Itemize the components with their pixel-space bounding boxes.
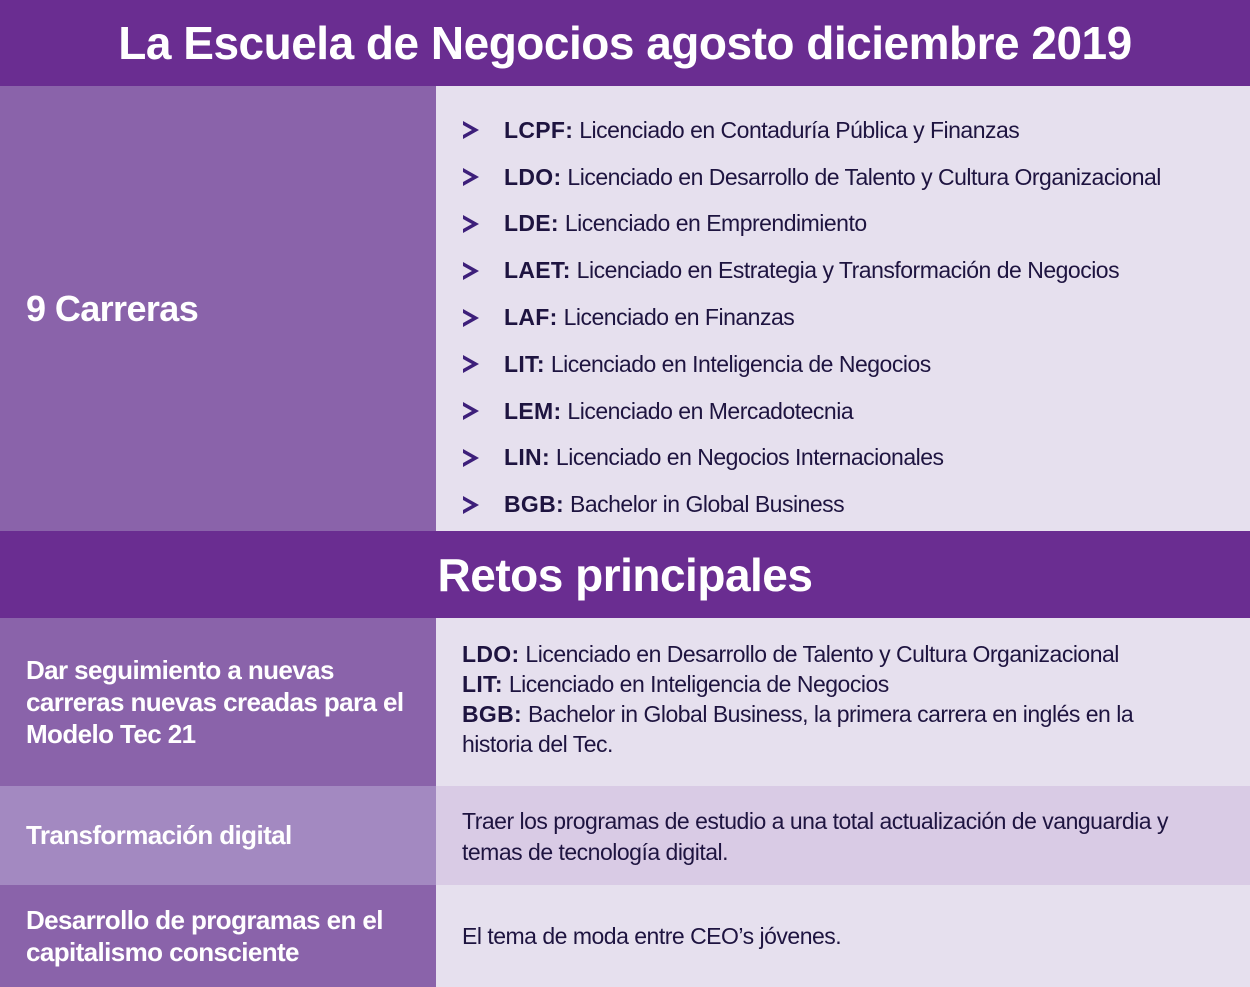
career-abbr: LAET: — [504, 257, 571, 284]
chevron-right-icon — [462, 495, 504, 515]
career-item — [462, 388, 1250, 435]
career-abbr: BGB: — [504, 491, 564, 518]
career-name: Licenciado en Inteligencia de Negocios — [550, 350, 931, 377]
career-item — [462, 201, 1250, 248]
career-item — [462, 294, 1250, 341]
career-name: Licenciado en Negocios Internacionales — [555, 444, 944, 471]
career-abbr: LIT: — [504, 350, 545, 377]
challenge-label-new-careers: Dar seguimiento a nuevas carreras nuevas creadas para el Modelo Tec 21 — [0, 618, 436, 786]
career-item — [462, 481, 1250, 528]
challenge-detail-digital: Traer los programas de estudio a una total actualización de vanguardia y temas de tecnología digital. — [436, 786, 1250, 885]
chevron-right-icon — [462, 448, 504, 468]
career-item — [462, 341, 1250, 388]
career-item — [462, 154, 1250, 201]
career-abbr: LDO: — [462, 641, 520, 667]
challenge-career-line — [462, 699, 1190, 759]
career-item — [462, 435, 1250, 482]
career-item — [462, 107, 1250, 154]
page-title: La Escuela de Negocios agosto diciembre 2019 — [0, 0, 1250, 86]
career-name: Licenciado en Finanzas — [563, 304, 795, 331]
career-abbr: LIN: — [504, 444, 550, 471]
chevron-right-icon — [462, 308, 504, 328]
career-abbr: LDE: — [504, 210, 559, 237]
chevron-right-icon — [462, 120, 504, 140]
career-name: Licenciado en Desarrollo de Talento y Cultura Organizacional — [567, 163, 1161, 190]
career-name: Bachelor in Global Business — [569, 491, 845, 518]
career-text: Licenciado en Desarrollo de Talento y Cultura Organizacional — [525, 641, 1119, 667]
career-text: Licenciado en Inteligencia de Negocios — [508, 671, 889, 697]
career-name: Licenciado en Contaduría Pública y Finanzas — [579, 116, 1020, 143]
chevron-right-icon — [462, 354, 504, 374]
chevron-right-icon — [462, 214, 504, 234]
challenge-detail-new-careers — [436, 618, 1250, 786]
career-name: Licenciado en Estrategia y Transformación de Negocios — [576, 257, 1120, 284]
career-text: Bachelor in Global Business, la primera carrera en inglés en la historia del Tec. — [462, 701, 1134, 757]
challenge-career-line — [462, 639, 1190, 669]
careers-list — [436, 86, 1250, 531]
career-abbr: LAF: — [504, 304, 558, 331]
challenge-career-line — [462, 669, 1190, 699]
career-item — [462, 247, 1250, 294]
career-abbr: LCPF: — [504, 116, 574, 143]
career-name: Licenciado en Emprendimiento — [564, 210, 867, 237]
challenge-label-conscious-capitalism: Desarrollo de programas en el capitalismo consciente — [0, 885, 436, 987]
chevron-right-icon — [462, 261, 504, 281]
career-abbr: LEM: — [504, 397, 562, 424]
challenge-label-digital: Transformación digital — [0, 786, 436, 885]
chevron-right-icon — [462, 401, 504, 421]
career-abbr: BGB: — [462, 701, 522, 727]
career-abbr: LIT: — [462, 671, 503, 697]
career-name: Licenciado en Mercadotecnia — [567, 397, 854, 424]
career-abbr: LDO: — [504, 163, 562, 190]
chevron-right-icon — [462, 167, 504, 187]
challenges-title: Retos principales — [0, 531, 1250, 618]
challenge-detail-conscious-capitalism: El tema de moda entre CEO’s jóvenes. — [436, 885, 1250, 987]
careers-count-label: 9 Carreras — [0, 86, 436, 531]
